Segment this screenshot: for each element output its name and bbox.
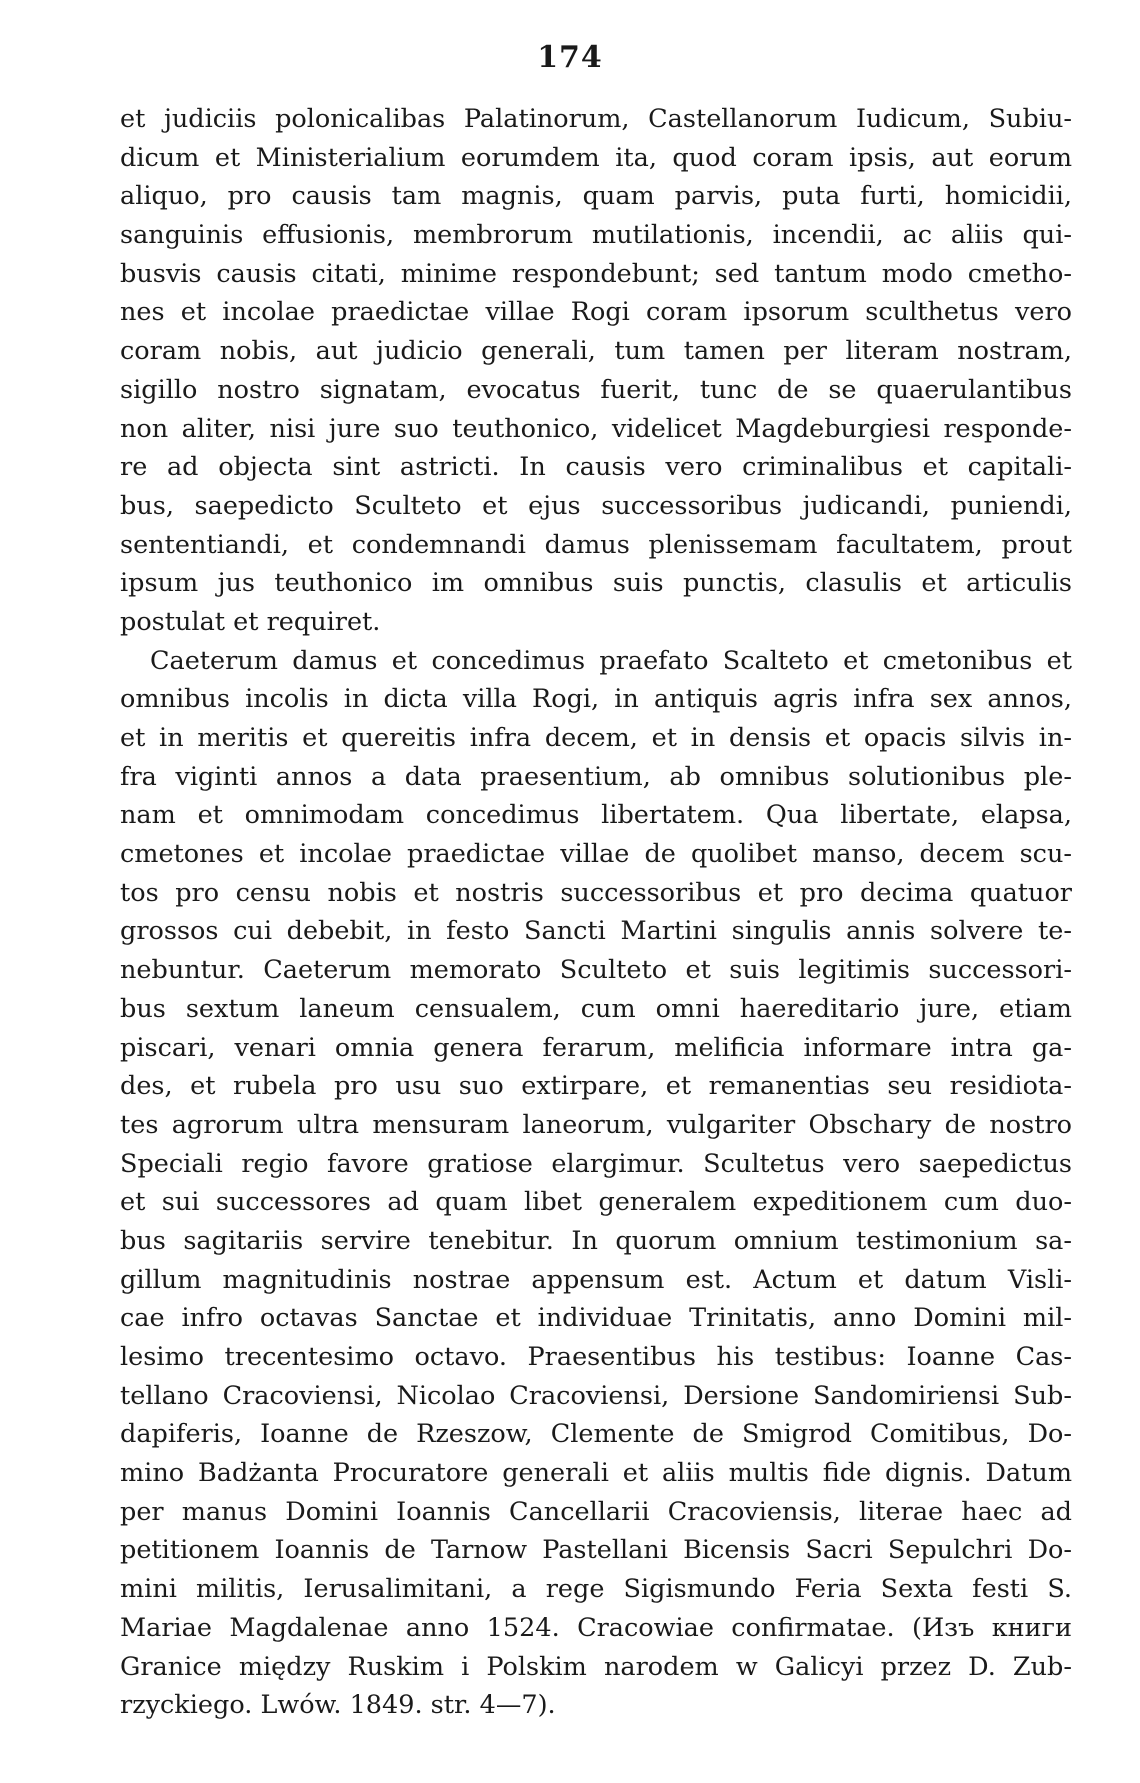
text-line: piscari, venari omnia genera ferarum, melificia informare intra ga-: [120, 1032, 1072, 1063]
paragraph-1: [120, 100, 1072, 642]
text-line: bus sagitariis servire tenebitur. In quorum omnium testimonium sa-: [120, 1225, 1072, 1256]
text-line: postulat et requiret.: [120, 606, 381, 637]
text-line: coram nobis, aut judicio generali, tum tamen per literam nostram,: [120, 336, 1072, 367]
text-line: petitionem Ioannis de Tarnow Pastellani Bicensis Sacri Sepulchri Do-: [120, 1535, 1072, 1566]
text-line: busvis causis citati, minime respondebunt; sed tantum modo cmetho-: [120, 258, 1072, 289]
text-line: nebuntur. Caeterum memorato Sculteto et suis legitimis successori-: [120, 955, 1072, 986]
text-line: Caeterum damus et concedimus praefato Scalteto et cmetonibus et: [150, 645, 1072, 676]
text-line: re ad objecta sint astricti. In causis vero criminalibus et capitali-: [120, 452, 1072, 483]
text-line: tellano Cracoviensi, Nicolao Cracoviensi, Dersione Sandomiriensi Sub-: [120, 1380, 1072, 1411]
text-line: non aliter, nisi jure suo teuthonico, videlicet Magdeburgiesi responde-: [120, 413, 1072, 444]
text-line: Speciali regio favore gratiose elargimur. Scultetus vero saepedictus: [120, 1148, 1072, 1179]
text-line: cae infro octavas Sanctae et individuae Trinitatis, anno Domini mil-: [120, 1303, 1072, 1334]
text-line: sententiandi, et condemnandi damus plenissemam facultatem, prout: [120, 529, 1072, 560]
text-line: rzyckiego. Lwów. 1849. str. 4—7).: [120, 1690, 556, 1721]
text-line: lesimo trecentesimo octavo. Praesentibus his testibus: Ioanne Cas-: [120, 1342, 1072, 1372]
page-number: 174: [537, 40, 603, 75]
text-line: et in meritis et quereitis infra decem, et in densis et opacis silvis in-: [120, 723, 1072, 753]
text-line: aliquo, pro causis tam magnis, quam parvis, puta furti, homicidii,: [120, 181, 1072, 212]
text-line: dicum et Ministerialium eorumdem ita, quod coram ipsis, aut eorum: [120, 142, 1072, 173]
paragraph-2: [120, 642, 1072, 1725]
text-line: sanguinis effusionis, membrorum mutilationis, incendii, ac aliis qui-: [120, 220, 1072, 251]
text-line: et judiciis polonicalibas Palatinorum, Castellanorum Iudicum, Subiu-: [120, 104, 1072, 134]
text-line: nam et omnimodam concedimus libertatem. Qua libertate, elapsa,: [120, 800, 1072, 831]
text-line: et sui successores ad quam libet generalem expeditionem cum duo-: [120, 1187, 1072, 1218]
text-line: bus sextum laneum censualem, cum omni haereditario jure, etiam: [120, 993, 1072, 1024]
text-line: grossos cui debebit, in festo Sancti Martini singulis annis solvere te-: [120, 916, 1072, 947]
text-line: Mariae Magdalenae anno 1524. Cracowiae confirmatae. (Изъ книги: [120, 1612, 1072, 1643]
text-line: gillum magnitudinis nostrae appensum est. Actum et datum Visli-: [120, 1264, 1072, 1295]
text-line: Granice między Ruskim i Polskim narodem w Galicyi przez D. Zub-: [120, 1651, 1072, 1682]
text-line: mini militis, Ierusalimitani, a rege Sigismundo Feria Sexta festi S.: [120, 1574, 1072, 1605]
text-line: nes et incolae praedictae villae Rogi coram ipsorum sculthetus vero: [120, 297, 1072, 328]
text-line: fra viginti annos a data praesentium, ab omnibus solutionibus ple-: [120, 761, 1072, 792]
text-line: dapiferis, Ioanne de Rzeszow, Clemente de Smigrod Comitibus, Do-: [120, 1419, 1072, 1450]
text-line: per manus Domini Ioannis Cancellarii Cracoviensis, literae haec ad: [120, 1496, 1072, 1527]
text-line: omnibus incolis in dicta villa Rogi, in antiquis agris infra sex annos,: [120, 684, 1072, 715]
text-line: tos pro censu nobis et nostris successoribus et pro decima quatuor: [120, 877, 1072, 908]
text-line: sigillo nostro signatam, evocatus fuerit, tunc de se quaerulantibus: [120, 374, 1072, 405]
text-line: bus, saepedicto Sculteto et ejus successoribus judicandi, puniendi,: [120, 490, 1072, 521]
text-line: mino Badżanta Procuratore generali et aliis multis fide dignis. Datum: [120, 1458, 1072, 1489]
text-line: des, et rubela pro usu suo extirpare, et remanentias seu residiota-: [120, 1071, 1072, 1102]
text-line: ipsum jus teuthonico im omnibus suis punctis, clasulis et articulis: [120, 568, 1072, 599]
text-line: cmetones et incolae praedictae villae de quolibet manso, decem scu-: [120, 839, 1072, 870]
text-line: tes agrorum ultra mensuram laneorum, vulgariter Obschary de nostro: [120, 1109, 1072, 1140]
body-text: [120, 100, 1072, 1725]
